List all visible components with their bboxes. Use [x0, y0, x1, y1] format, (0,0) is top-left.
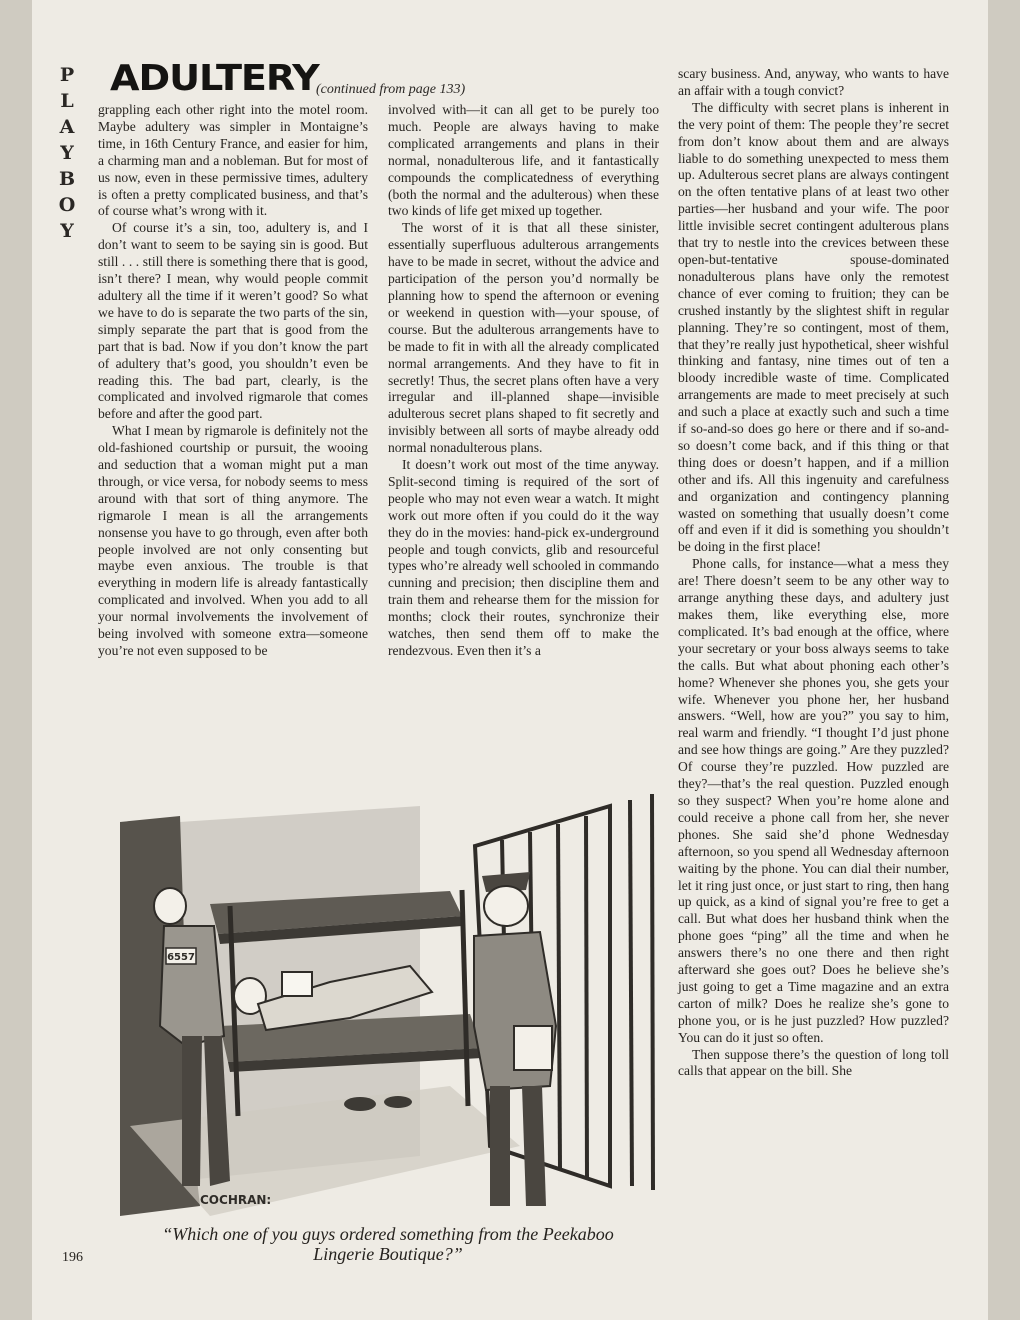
article-title: ADULTERY: [110, 58, 319, 99]
magazine-name-letter: L: [60, 90, 74, 112]
magazine-name-letter: Y: [60, 220, 74, 242]
paragraph: What I mean by rigmarole is definitely not the old-fashioned courtship or pursuit, the wooing and seduction that a woman might put a man through, or vice versa, for nobody seems to mess around with that sort of thing anymore. The rigmarole I mean is all the arrangements nonsense you have to go through, even after both people involved are not only consenting but maybe even anxious. The trouble is that everything in modern life is already fantastically complicated and involved. When you add to all your normal involvements the involvement of being involved with someone extra—someone you’re not even supposed to be: [98, 423, 368, 658]
magazine-name-letter: Y: [60, 142, 74, 164]
magazine-name-letter: P: [59, 64, 75, 86]
continued-note: (continued from page 133): [316, 82, 466, 97]
magazine-name-letter: A: [59, 116, 75, 138]
artist-signature: COCHRAN:: [200, 1193, 272, 1207]
page-number: 196: [62, 1250, 83, 1265]
prisoner-number: 6557: [167, 952, 195, 963]
cartoon-illustration: [90, 786, 668, 1226]
paragraph: The difficulty with secret plans is inherent in the very point of them: The people they’re secret from don’t know about them and are always liable to do something unexpected to mess them up. Adulterous secret plans are always contingent on the often tentative plans of at least two other parties—her husband and your wife. The poor little invisible secret contingent adulterous plans that try to nestle into the crevices between these open-but-tentative spouse-dominated nonadulterous plans have only the remotest chance of ever coming to fruition; they can be crushed instantly by the slightest shift in regular planning. They’re so contingent, most of them, that they’re really just hypothetical, sheer wishful thinking and fantasy, nine times out of ten a bloody incredible waste of time. Complicated arrangements are made to meet precisely at such and such a place at exactly such and such a time if so-and-so does go here or there and if so-and-so doesn’t come back, and if this thing or that thing does or doesn’t happen, and if a million other and ifs. All this ingenuity and carefulness and organization and contingency planning wasted on something that usually doesn’t come off and even if it did is something you shouldn’t be doing in the first place!: [678, 99, 949, 555]
paragraph: It doesn’t work out most of the time anyway. Split-second timing is required of the sort of people who may not even wear a watch. It might work out more often if you could do it the way they do in the movies: hand-pick ex-underground people and tough convicts, glib and resourceful types who’re already well schooled in commando cunning and precision; then discipline them and train them and rehearse them for the mission for months; clock their routes, synchronize their watches, then send them off to make the rendezvous. Even then it’s a: [388, 457, 659, 658]
paragraph: scary business. And, anyway, who wants to have an affair with a tough convict?: [678, 66, 949, 98]
shoe: [384, 1096, 412, 1108]
paragraph: Of course it’s a sin, too, adultery is, and I don’t want to seem to be saying sin is good. But still . . . still there is something there that is good, isn’t there? I mean, why would people commit adultery all the time if it weren’t good? So what we have to do is separate the two parts of the sin, simply separate the part that is good from the part that is bad. Now if you don’t know the part of adultery that’s good, you shouldn’t even be reading this. The bad part, clearly, is the complicated and involved rigmarole that comes before and after the good part.: [98, 220, 368, 422]
paragraph: The worst of it is that all these sinister, essentially superfluous adulterous arrangements have to be made in secret, without the advice and participation of the person you’d normally be planning how to spend the afternoon or evening or weekend in question with—your spouse, of course. But the adulterous arrangements have to be made to fit in with all the already complicated normal arrangements. And they have to fit in secretly! Thus, the secret plans often have a very irregular and ill-planned shape—invisible adulterous secret plans shaped to fit secretly and invisibly between all sorts of maybe already odd normal nonadulterous plans.: [388, 220, 659, 456]
shoe: [344, 1097, 376, 1111]
text-column-3: [678, 66, 949, 1080]
paragraph: Then suppose there’s the question of long toll calls that appear on the bill. She: [678, 1046, 949, 1079]
magazine-name-vertical: [54, 62, 80, 244]
magazine-name-letter: O: [58, 194, 76, 216]
magazine-name-letter: B: [58, 168, 76, 190]
cartoon-caption: “Which one of you guys ordered something from the Peekaboo Lingerie Boutique?”: [162, 1224, 614, 1264]
paragraph: involved with—it can all get to be purely too much. People are always having to make complicated arrangements and plans in their normal, nonadulterous life, and it fantastically compounds the complicatedness of everything (both the normal and the adulterous) when these two kinds of life get mixed up together.: [388, 102, 659, 219]
text-column-2: [388, 102, 659, 660]
magazine-page: [32, 0, 988, 1320]
paragraph: Phone calls, for instance—what a mess they are! There doesn’t seem to be any other way to arrange anything these days, and adultery just makes them, like everything else, more complicated. It’s bad enough at the office, where your secretary or your boss always seems to take the calls. But what about phoning each other’s home? Whenever she phones you, she gets your wife. Whenever you phone her, her husband answers. “Well, how are you?” you say to him, real warm and friendly. “I thought I’d just phone and see how things are going.” Are they puzzled? Of course they’re puzzled. How puzzled are they?—that’s the real question. Puzzled enough so they suspect? When you’re home alone and could receive a phone call from her, she never phones. She said she’d phone Wednesday afternoon, so you spend all Wednesday afternoon waiting by the phone. You can dial their number, let it ring just once, or just start to ring, then hang up quick, as a kind of signal you’re free to get a call. But what does her husband think when the phone goes “ping” all the time and when he answers there’s no one there and then right afterward she goes out? Does he believe she’s just going to get a Time magazine and an extra carton of milk? Does he realize she’s gone to phone you, or is he just puzzled? How puzzled? You can do it just so often.: [678, 556, 949, 1045]
paragraph: grappling each other right into the motel room. Maybe adultery was simpler in Montaigne’s time, in 16th Century France, and easier for him, a charming man and a nobleman. But for most of us now, even in these permissive times, adultery is often a pretty complicated business, and that’s of course what’s wrong with it.: [98, 102, 368, 219]
text-column-1: [98, 102, 368, 660]
